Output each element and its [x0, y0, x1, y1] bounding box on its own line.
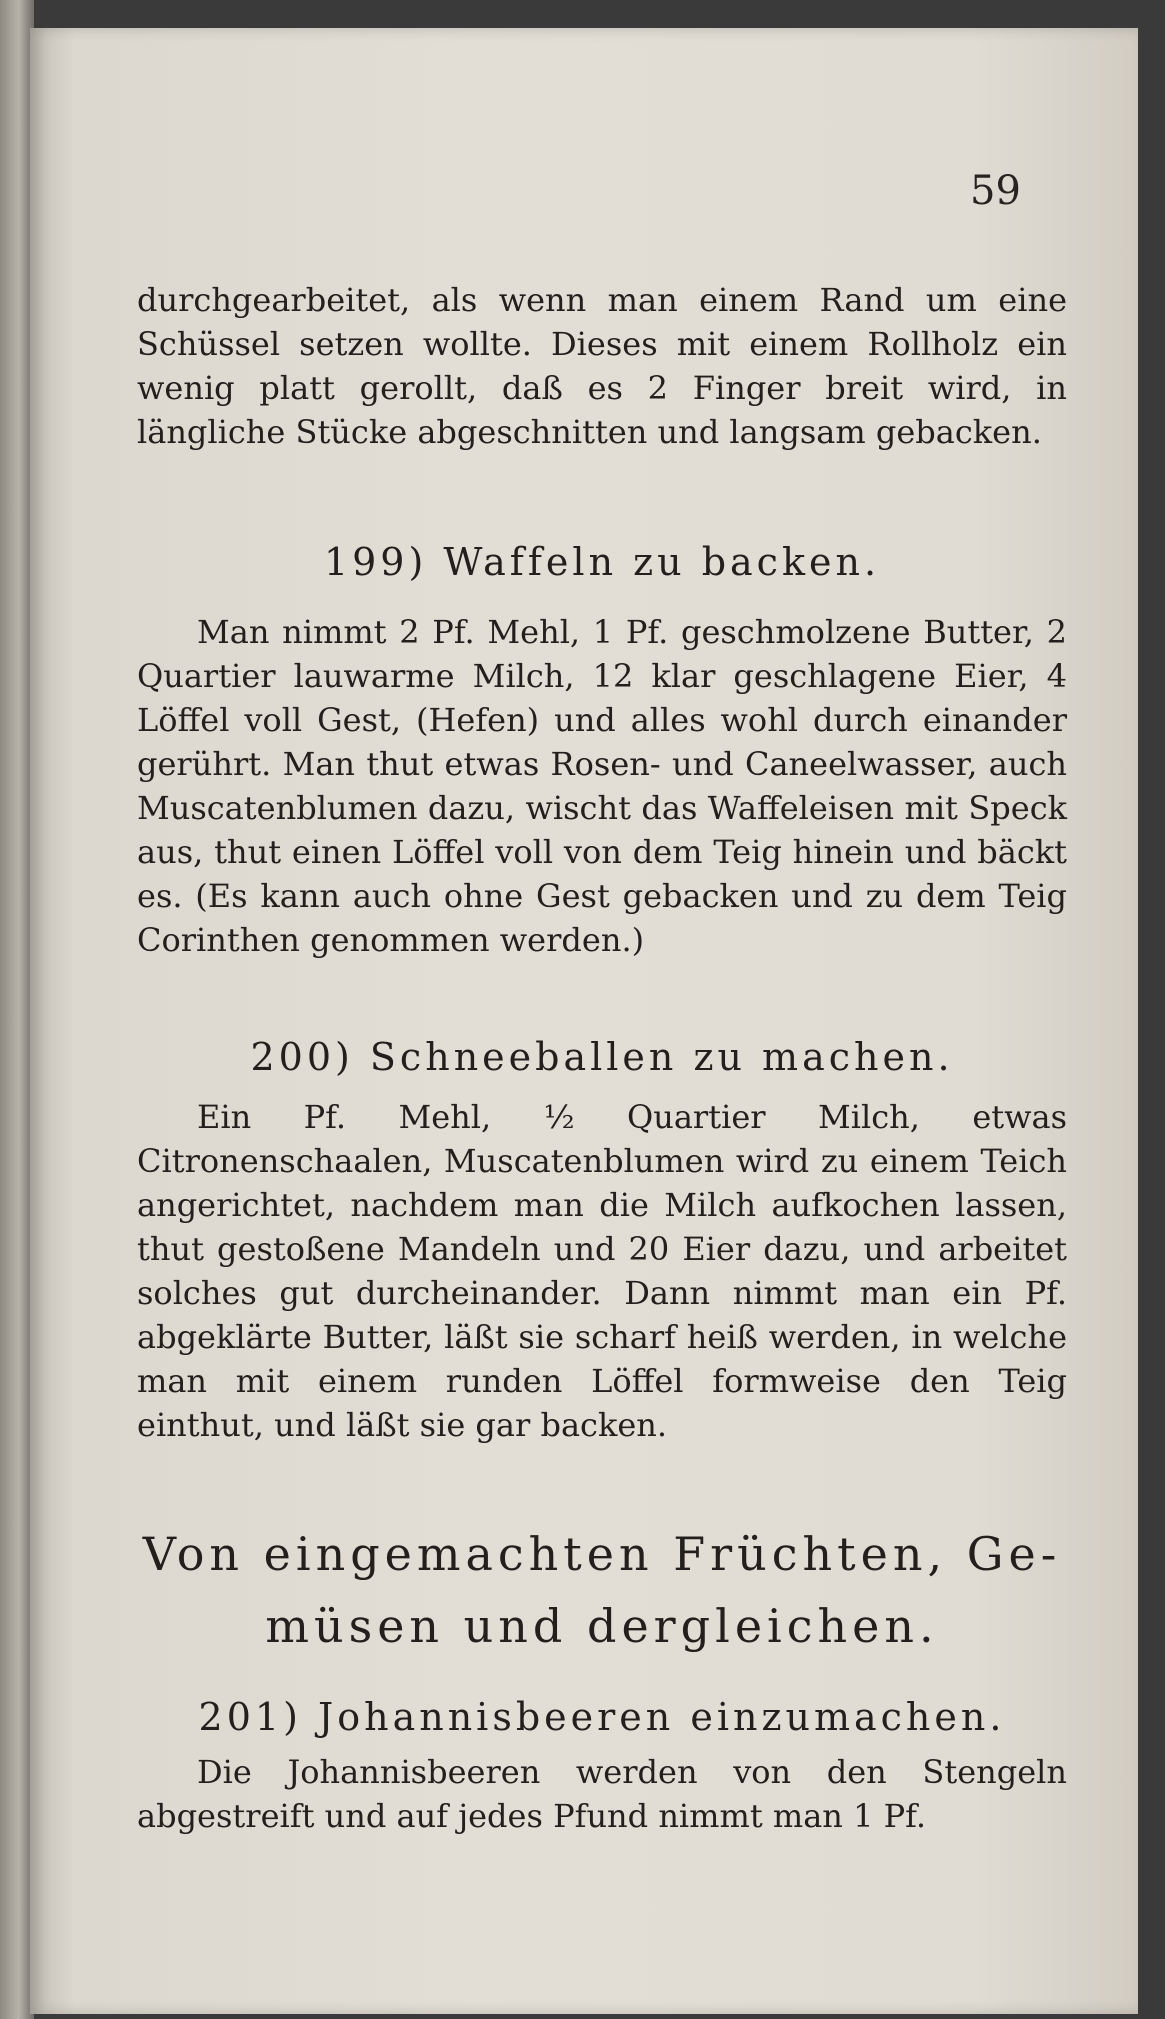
- recipe-201-body-block: [137, 1750, 1067, 1838]
- recipe-200-heading-block: [137, 1028, 1067, 1086]
- intro-paragraph-block: [137, 278, 1067, 454]
- recipe-201-title: 201) Johannisbeeren einzumachen.: [198, 1695, 1006, 1739]
- recipe-199-text: Man nimmt 2 Pf. Mehl, 1 Pf. geschmolzene Butter, 2 Quartier lauwarme Milch, 12 klar geschlagene Eier, 4 Löffel voll Gest, (Hefen) und alles wohl durch einander gerührt. Man thut etwas Rosen- und Caneelwasser, auch Muscatenblumen dazu, wischt das Waffeleisen mit Speck aus, thut einen Löffel voll von dem Teig hinein und bäckt es. (Es kann auch ohne Gest gebacken und zu dem Teig Corinthen genommen werden.): [137, 613, 1067, 959]
- recipe-200-title: 200) Schneeballen zu machen.: [250, 1035, 954, 1079]
- recipe-200-text: Ein Pf. Mehl, ½ Quartier Milch, etwas Citronenschaalen, Muscatenblumen wird zu einem Teich angerichtet, nachdem man die Milch aufkochen lassen, thut gestoßene Mandeln und 20 Eier dazu, und arbeitet solches gut durcheinander. Dann nimmt man ein Pf. abgeklärte Butter, läßt sie scharf heiß werden, in welche man mit einem runden Löffel formweise den Teig einthut, und läßt sie gar backen.: [137, 1098, 1067, 1444]
- section-heading-line-1: Von eingemachten Früchten, Ge-: [142, 1527, 1062, 1581]
- intro-paragraph: durchgearbeitet, als wenn man einem Rand um eine Schüssel setzen wollte. Dieses mit einem Rollholz ein wenig platt gerollt, daß es 2 Finger breit wird, in längliche Stücke abgeschnitten und langsam gebacken.: [137, 281, 1067, 451]
- recipe-199-body-block: [137, 610, 1067, 962]
- recipe-199-heading-block: [137, 533, 1067, 591]
- left-page-edge: [0, 0, 34, 2019]
- page-number: 59: [970, 168, 1021, 214]
- section-heading-block: [137, 1518, 1067, 1662]
- recipe-200-body-block: [137, 1095, 1067, 1447]
- recipe-199-title: 199) Waffeln zu backen.: [323, 540, 881, 584]
- section-heading-line-2: müsen und dergleichen.: [265, 1599, 939, 1653]
- recipe-201-heading-block: [137, 1688, 1067, 1746]
- book-page: [30, 28, 1138, 2014]
- recipe-201-text: Die Johannisbeeren werden von den Stengeln abgestreift und auf jedes Pfund nimmt man 1 Pf.: [137, 1753, 1067, 1835]
